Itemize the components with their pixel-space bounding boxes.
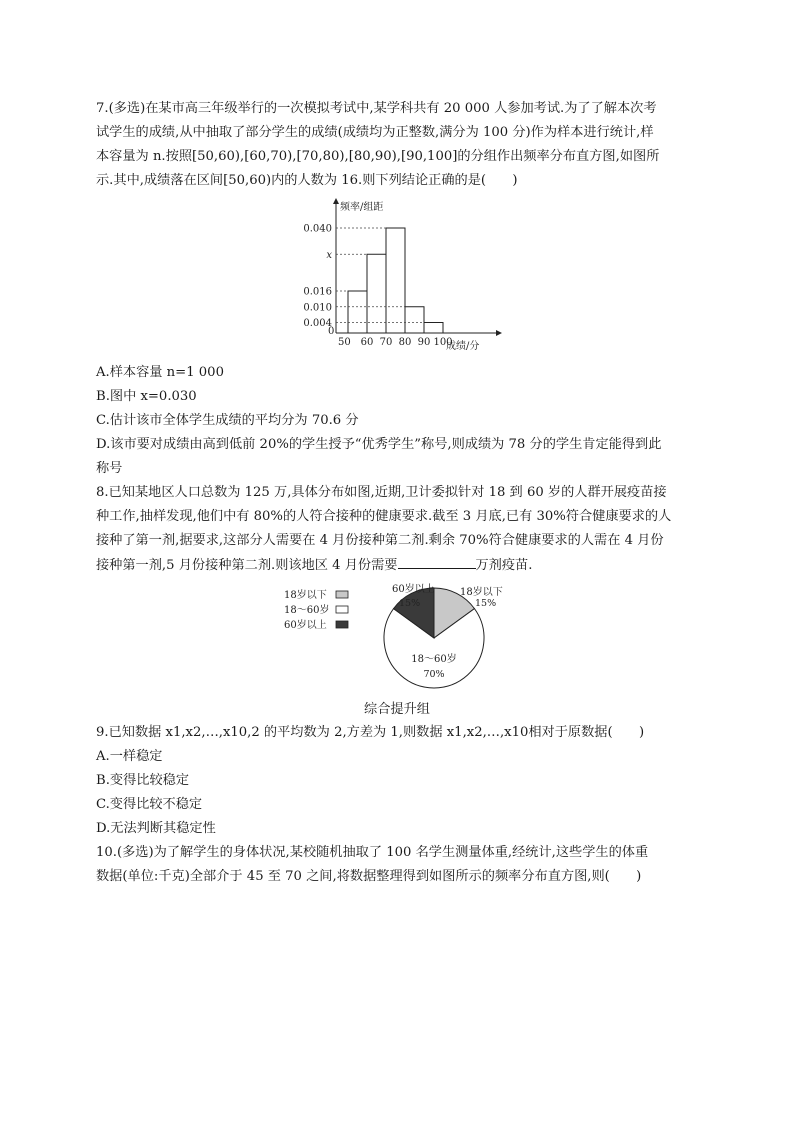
pie-label-under-18: 18岁以下 bbox=[460, 587, 503, 598]
q7-option-b: B.图中 x=0.030 bbox=[96, 389, 197, 404]
x-axis-arrow bbox=[496, 330, 502, 336]
x-tick-label: 100 bbox=[433, 337, 453, 348]
q10-line-1: 10.(多选)为了解学生的身体状况,某校随机抽取了 100 名学生测量体重,经统计,这些学生的体重 bbox=[96, 845, 649, 860]
q7-option-d-cont: 称号 bbox=[96, 461, 123, 476]
q8-line-4-text: 接种第一剂,5 月份接种第二剂.则该地区 4 月份需要 bbox=[96, 558, 398, 573]
legend-swatch bbox=[336, 606, 348, 613]
q9-option-a: A.一样稳定 bbox=[96, 749, 163, 764]
q9-option-c: C.变得比较不稳定 bbox=[96, 797, 203, 812]
legend-label: 60岁以上 bbox=[284, 620, 327, 631]
legend-label: 18岁以下 bbox=[284, 590, 327, 601]
histogram-bar bbox=[424, 323, 443, 334]
answer-blank bbox=[398, 556, 476, 569]
q9-option-b: B.变得比较稳定 bbox=[96, 773, 190, 788]
q7-option-a: A.样本容量 n=1 000 bbox=[96, 365, 224, 380]
q7-line-2: 试学生的成绩,从中抽取了部分学生的成绩(成绩均为正整数,满分为 100 分)作为样本进行统计,样 bbox=[96, 125, 654, 140]
q8-line-3: 接种了第一剂,据要求,这部分人需要在 4 月份接种第二剂.剩余 70%符合健康要求的人需在 4 月份 bbox=[96, 533, 664, 548]
q9-stem: 9.已知数据 x1,x2,…,x10,2 的平均数为 2,方差为 1,则数据 x1,x2,…,x10相对于原数据( ) bbox=[96, 725, 645, 740]
legend-swatch bbox=[336, 621, 348, 628]
x-tick-label: 60 bbox=[360, 337, 374, 348]
legend-swatch bbox=[336, 591, 348, 598]
histogram-chart bbox=[296, 196, 506, 356]
pie-percent-under-18: 15% bbox=[475, 598, 497, 609]
y-tick-label: x bbox=[326, 249, 332, 261]
x-tick-label: 50 bbox=[338, 337, 351, 348]
q7-line-4: 示.其中,成绩落在区间[50,60)内的人数为 16.则下列结论正确的是( ) bbox=[96, 173, 518, 188]
x-axis-label: 成绩/分 bbox=[446, 341, 480, 352]
pie-percent-18-60: 70% bbox=[423, 669, 445, 680]
q7-line-1: 7.(多选)在某市高三年级举行的一次模拟考试中,某学科共有 20 000 人参加考试.为了了解本次考 bbox=[96, 101, 657, 116]
y-tick-label: 0.004 bbox=[303, 318, 332, 329]
q7-option-c: C.估计该市全体学生成绩的平均分为 70.6 分 bbox=[96, 413, 359, 428]
legend-label: 18～60岁 bbox=[284, 605, 330, 616]
q8-line-4 bbox=[96, 556, 532, 575]
pie-percent-over-60: 15% bbox=[399, 598, 421, 609]
y-tick-label: 0.010 bbox=[303, 302, 332, 314]
histogram-bar bbox=[348, 291, 367, 333]
q8-line-1: 8.已知某地区人口总数为 125 万,具体分布如图,近期,卫计委拟针对 18 到 60 岁的人群开展疫苗接 bbox=[96, 485, 667, 500]
x-tick-label: 90 bbox=[417, 337, 431, 348]
origin-label: 0 bbox=[328, 326, 335, 337]
pie-label-18-60: 18～60岁 bbox=[411, 654, 457, 665]
q9-option-d: D.无法判断其稳定性 bbox=[96, 821, 216, 836]
x-tick-label: 70 bbox=[379, 337, 393, 348]
q7-option-d: D.该市要对成绩由高到低前 20%的学生授予“优秀学生”称号,则成绩为 78 分的学生肯定能得到此 bbox=[96, 437, 662, 452]
y-axis-arrow bbox=[333, 198, 339, 204]
x-tick-label: 80 bbox=[398, 337, 412, 348]
q8-line-2: 种工作,抽样发现,他们中有 80%的人符合接种的健康要求.截至 3 月底,已有 30%符合健康要求的人 bbox=[96, 509, 672, 524]
pie-label-over-60: 60岁以上 bbox=[392, 584, 435, 595]
q8-line-4-tail: 万剂疫苗. bbox=[475, 558, 533, 573]
y-axis-label: 频率/组距 bbox=[340, 202, 384, 213]
q10-line-2: 数据(单位:千克)全部介于 45 至 70 之间,将数据整理得到如图所示的频率分布直方图,则( ) bbox=[96, 869, 642, 884]
histogram-bar bbox=[405, 307, 424, 333]
histogram-bar bbox=[386, 228, 405, 333]
q7-line-3: 本容量为 n.按照[50,60),[60,70),[70,80),[80,90),[90,100]的分组作出频率分布直方图,如图所 bbox=[96, 149, 660, 164]
section-title: 综合提升组 bbox=[364, 702, 430, 717]
y-tick-label: 0.040 bbox=[303, 223, 332, 235]
pie-chart bbox=[276, 578, 526, 690]
histogram-bar bbox=[367, 254, 386, 333]
y-tick-label: 0.016 bbox=[303, 286, 332, 298]
